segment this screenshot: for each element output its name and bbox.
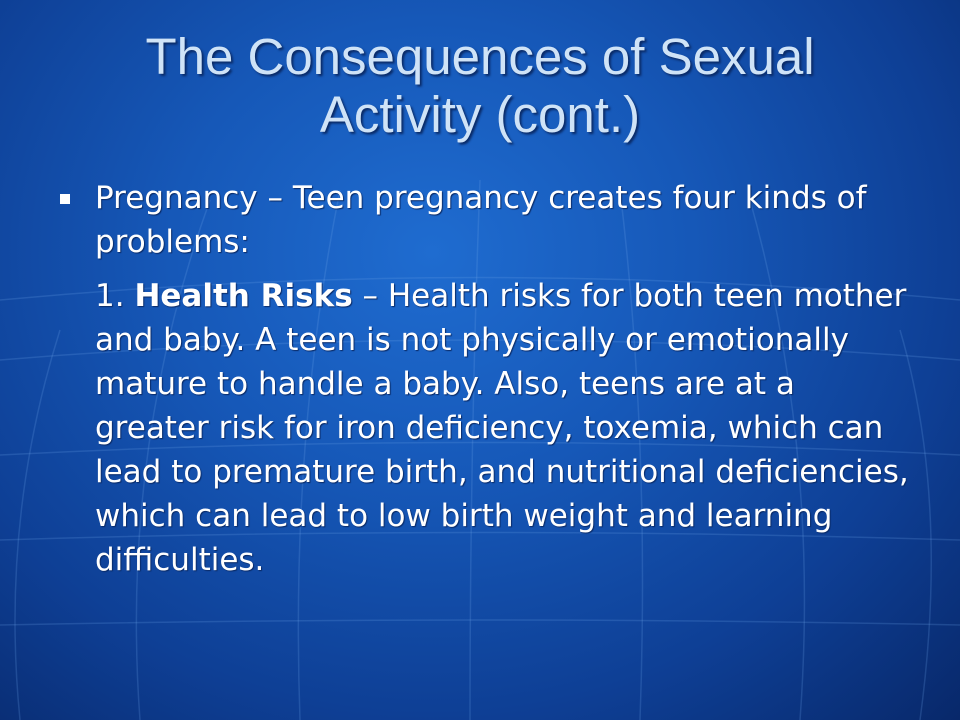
title-line-2: Activity (cont.) [319,86,641,143]
title-line-1: The Consequences of Sexual [145,28,815,85]
slide-title [40,28,920,144]
square-bullet-icon [60,194,70,204]
bullet-text: Pregnancy – Teen pregnancy creates four kinds of problems: [95,180,867,260]
item-number: 1. [95,278,125,314]
item-body: – Health risks for both teen mother and baby. A teen is not physically or emotionally mature to handle a baby. Also, teens are at a greater risk for iron deficiency, toxemia, which can lead to premature birth, and nutritional deficiencies, which can lead to low birth weight and learning difficulties. [95,278,909,578]
bullet-item [56,176,916,264]
slide-body [56,176,916,582]
health-risks-paragraph [56,274,916,582]
item-heading: Health Risks [134,278,353,314]
